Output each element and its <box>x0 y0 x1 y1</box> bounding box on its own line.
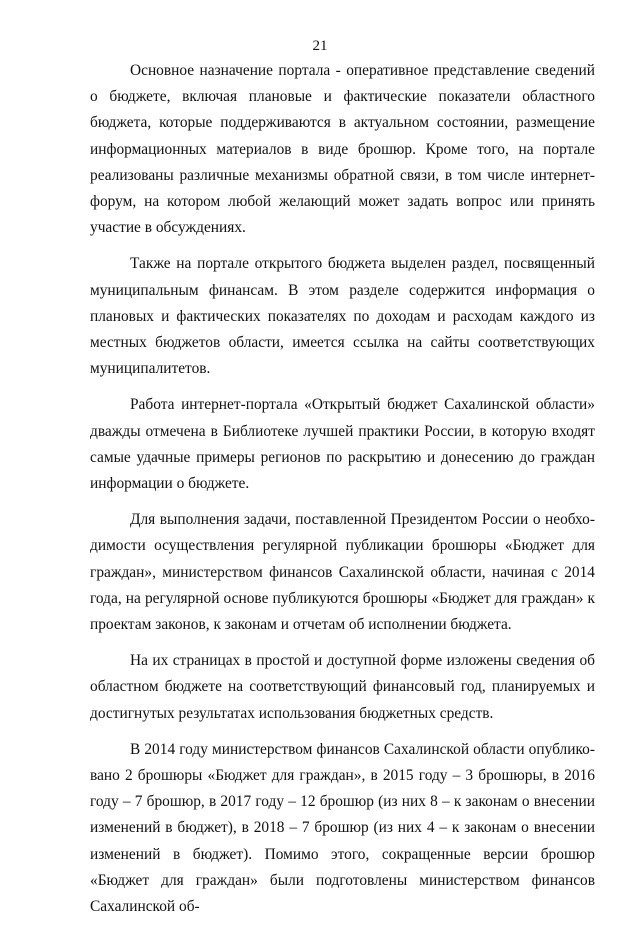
paragraph-brochure-counts: В 2014 году министерством финансов Сахалинской области опубликовано 2 брошюры «Бюджет для граждан», в 2015 году – 3 брошюры, в 2016 году – 7 брошюр, в 2017 году – 12 брошюр (из них 8 – к законам о внесении изменений в бюджет), в 2018 – 7 брошюр (из них 4 – к законам о внесении изменений в бюджет). Помимо этого, сокращенные версии брошюр «Бюджет для граждан» были подготовлены министерством финансов Сахалинской об- <box>90 740 595 916</box>
paragraph-portal-purpose: Основное назначение портала - оперативное представление сведений о бюджете, включая плановые и фактические показатели областного бюджета, которые поддерживаются в актуальном состоянии, размещение информационных материалов в виде брошюр. Кроме того, на портале реализованы различные механизмы обратной связи, в том числе интернет-форум, на котором любой желающий может задать вопрос или принять участие в обсуждениях. <box>90 62 595 237</box>
paragraph-presidential-task: Для выполнения задачи, поставленной Президентом России о необходимости осуществления регулярной публикации брошюры «Бюджет для граждан», министерством финансов Сахалинской области, начиная с 2014 года, на регулярной основе публикуются брошюры «Бюджет для граждан» к проектам законов, к законам и отчетам об исполнении бюджета. <box>90 511 595 634</box>
page-number: 21 <box>312 38 328 54</box>
document-body <box>90 58 595 930</box>
paragraph-municipal-finance: Также на портале открытого бюджета выделен раздел, посвященный муниципальным финансам. В этом разделе содержится информация о плановых и фактических показателях по доходам и расходам каждого из местных бюджетов области, имеется ссылка на сайты соответствующих муниципалитетов. <box>90 255 595 378</box>
paragraph-best-practice: Работа интернет-портала «Открытый бюджет Сахалинской области» дважды отмечена в Библиотеке лучшей практики России, в которую входят самые удачные примеры регионов по раскрытию и донесению до граждан информации о бюджете. <box>90 396 595 493</box>
paragraph-brochure-content: На их страницах в простой и доступной форме изложены сведения об областном бюджете на соответствующий финансовый год, планируемых и достигнутых результатах использования бюджетных средств. <box>90 652 595 722</box>
